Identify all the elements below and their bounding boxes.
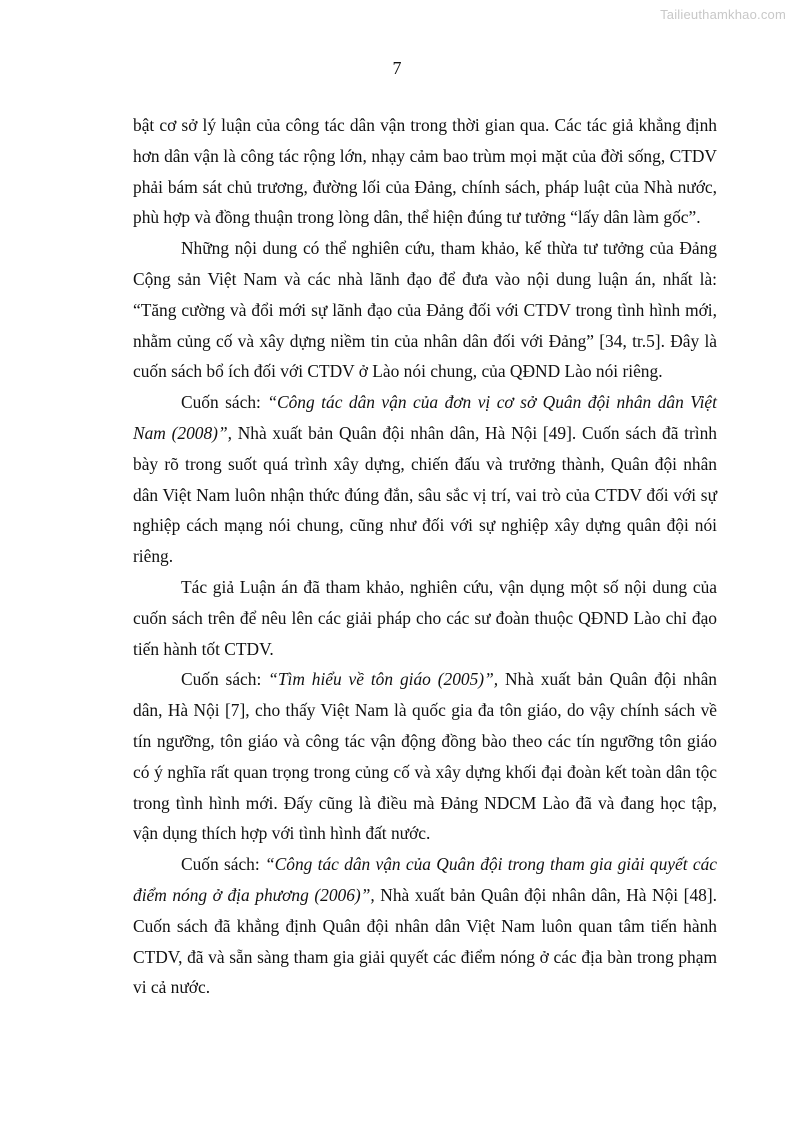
paragraph-2: Những nội dung có thể nghiên cứu, tham khảo, kế thừa tư tưởng của Đảng Cộng sản Việt Nam và các nhà lãnh đạo để đưa vào nội dung luận án, nhất là: “Tăng cường và đổi mới sự lãnh đạo của Đảng đối với CTDV trong tình hình mới, nhằm củng cố và xây dựng niềm tin của nhân dân đối với Đảng” [34, tr.5]. Đây là cuốn sách bổ ích đối với CTDV ở Lào nói chung, của QĐND Lào nói riêng. [133,238,717,382]
paragraph-3 [133,387,717,572]
book-title-1: “Công tác dân vận của đơn vị cơ sở Quân đội nhân dân Việt Nam (2008)”, [133,392,717,443]
book-title-2: “Tìm hiểu về tôn giáo (2005)”, [268,669,499,690]
paragraph-6 [133,849,717,1003]
paragraph-6-lead: Cuốn sách: [181,854,265,875]
document-body [133,110,717,1003]
paragraph-3-lead: Cuốn sách: [181,392,268,413]
paragraph-5-lead: Cuốn sách: [181,669,269,690]
paragraph-3-body: Nhà xuất bản Quân đội nhân dân, Hà Nội [49]. Cuốn sách đã trình bày rõ trong suốt quá trình xây dựng, chiến đấu và trưởng thành, Quân đội nhân dân Việt Nam luôn nhận thức đúng đắn, sâu sắc vị trí, vai trò của CTDV đối với sự nghiệp cách mạng nói chung, cũng như đối với sự nghiệp xây dựng quân đội nói riêng. [133,422,717,567]
paragraph-6-body: Nhà xuất bản Quân đội nhân dân, Hà Nội [48]. Cuốn sách đã khẳng định Quân đội nhân dân Việt Nam luôn quan tâm tiến hành CTDV, đã và sẵn sàng tham gia giải quyết các điểm nóng ở các địa bàn trong phạm vi cả nước. [133,884,717,998]
paragraph-1: bật cơ sở lý luận của công tác dân vận trong thời gian qua. Các tác giả khẳng định hơn dân vận là công tác rộng lớn, nhạy cảm bao trùm mọi mặt của đời sống, CTDV phải bám sát chủ trương, đường lối của Đảng, chính sách, pháp luật của Nhà nước, phù hợp và đồng thuận trong lòng dân, thể hiện đúng tư tưởng “lấy dân làm gốc”. [133,115,717,228]
paragraph-5 [133,664,717,849]
paragraph-4: Tác giả Luận án đã tham khảo, nghiên cứu, vận dụng một số nội dung của cuốn sách trên để nêu lên các giải pháp cho các sư đoàn thuộc QĐND Lào chỉ đạo tiến hành tốt CTDV. [133,576,717,659]
book-title-3: “Công tác dân vận của Quân đội trong tham gia giải quyết các điểm nóng ở địa phương (2006)”, [133,854,717,905]
watermark: Tailieuthamkhao.com [660,7,786,22]
page-number: 7 [392,58,402,78]
paragraph-5-body: Nhà xuất bản Quân đội nhân dân, Hà Nội [7], cho thấy Việt Nam là quốc gia đa tôn giáo, do vậy chính sách về tín ngưỡng, tôn giáo và công tác vận động đồng bào theo các tín ngưỡng tôn giáo có ý nghĩa rất quan trọng trong củng cố và xây dựng khối đại đoàn kết toàn dân tộc trong tình hình mới. Đấy cũng là điều mà Đảng NDCM Lào đã và đang học tập, vận dụng thích hợp với tình hình đất nước. [133,669,718,844]
